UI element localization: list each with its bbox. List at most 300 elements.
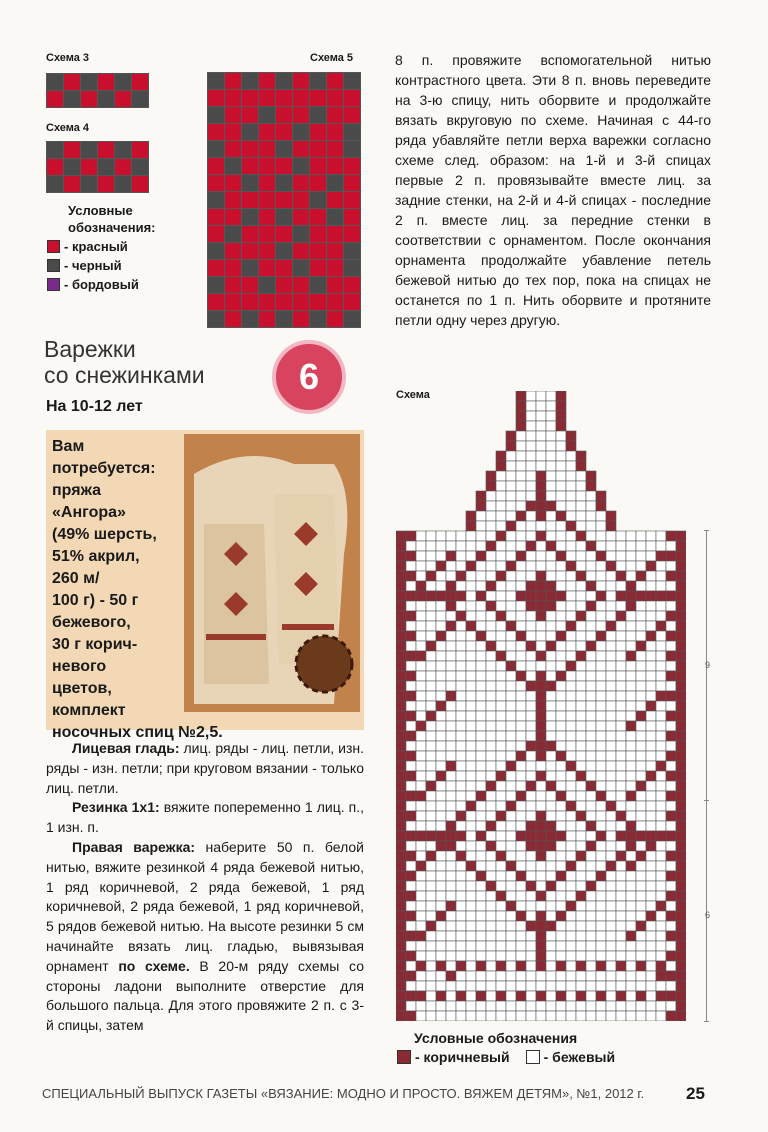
mitten-cell xyxy=(626,941,636,951)
mitten-cell xyxy=(606,521,616,531)
mitten-cell xyxy=(426,981,436,991)
mitten-cell xyxy=(536,771,546,781)
mitten-cell xyxy=(676,801,686,811)
mitten-cell xyxy=(556,541,566,551)
mitten-cell xyxy=(586,691,596,701)
mitten-cell xyxy=(646,681,656,691)
mitten-cell xyxy=(556,801,566,811)
mitten-cell xyxy=(446,811,456,821)
mitten-cell xyxy=(586,831,596,841)
mitten-cell xyxy=(626,881,636,891)
mitten-cell xyxy=(456,791,466,801)
grid-cell xyxy=(242,311,259,328)
mitten-cell xyxy=(536,441,546,451)
mitten-cell xyxy=(646,951,656,961)
mitten-cell xyxy=(666,561,676,571)
mitten-cell xyxy=(436,961,446,971)
mitten-cell xyxy=(656,561,666,571)
mitten-cell xyxy=(516,941,526,951)
mitten-cell xyxy=(516,621,526,631)
beige-swatch-icon xyxy=(526,1050,540,1064)
mitten-cell xyxy=(456,921,466,931)
mitten-cell xyxy=(596,521,606,531)
mitten-cell xyxy=(516,921,526,931)
scheme5-grid xyxy=(207,72,361,328)
grid-cell xyxy=(327,192,344,209)
mitten-cell xyxy=(566,641,576,651)
mitten-cell xyxy=(426,861,436,871)
mitten-cell xyxy=(446,821,456,831)
mitten-cell xyxy=(616,891,626,901)
mitten-cell xyxy=(626,781,636,791)
mitten-cell xyxy=(416,961,426,971)
mitten-cell xyxy=(526,621,536,631)
mitten-cell xyxy=(596,861,606,871)
mitten-cell xyxy=(406,641,416,651)
small-legend-items xyxy=(47,237,139,294)
mitten-cell xyxy=(416,891,426,901)
mitten-cell xyxy=(526,501,536,511)
mitten-cell xyxy=(516,761,526,771)
grid-cell xyxy=(276,90,293,107)
mitten-cell xyxy=(496,551,506,561)
mitten-cell xyxy=(536,961,546,971)
mitten-cell xyxy=(616,561,626,571)
mitten-cell xyxy=(416,881,426,891)
mitten-cell xyxy=(596,591,606,601)
mitten-cell xyxy=(566,601,576,611)
mitten-cell xyxy=(516,471,526,481)
mitten-cell xyxy=(636,991,646,1001)
mitten-cell xyxy=(666,831,676,841)
mitten-cell xyxy=(466,741,476,751)
mitten-cell xyxy=(536,761,546,771)
mitten-cell xyxy=(406,691,416,701)
mitten-cell xyxy=(666,601,676,611)
mitten-cell xyxy=(496,661,506,671)
mitten-cell xyxy=(556,1001,566,1011)
mitten-cell xyxy=(396,611,406,621)
mitten-cell xyxy=(586,921,596,931)
mitten-cell xyxy=(606,811,616,821)
mitten-cell xyxy=(636,711,646,721)
mitten-cell xyxy=(656,581,666,591)
mitten-cell xyxy=(566,561,576,571)
mitten-cell xyxy=(396,991,406,1001)
mitten-cell xyxy=(506,811,516,821)
grid-cell xyxy=(132,142,149,159)
mitten-cell xyxy=(516,681,526,691)
mitten-cell xyxy=(456,761,466,771)
mitten-cell xyxy=(516,881,526,891)
mitten-cell xyxy=(666,771,676,781)
mitten-cell xyxy=(466,831,476,841)
mitten-cell xyxy=(506,621,516,631)
grid-cell xyxy=(64,91,81,108)
mitten-cell xyxy=(396,781,406,791)
mitten-cell xyxy=(516,601,526,611)
mitten-cell xyxy=(626,771,636,781)
mitten-cell xyxy=(576,821,586,831)
mitten-cell xyxy=(446,881,456,891)
mitten-cell xyxy=(476,641,486,651)
mitten-cell xyxy=(476,851,486,861)
mitten-cell xyxy=(616,611,626,621)
mitten-cell xyxy=(496,811,506,821)
mitten-cell xyxy=(606,891,616,901)
mitten-cell xyxy=(606,591,616,601)
mitten-cell xyxy=(566,881,576,891)
grid-cell xyxy=(259,260,276,277)
mitten-cell xyxy=(646,871,656,881)
mitten-cell xyxy=(426,841,436,851)
mitten-cell xyxy=(626,791,636,801)
mitten-cell xyxy=(476,881,486,891)
mitten-cell xyxy=(476,861,486,871)
mitten-cell xyxy=(436,611,446,621)
mitten-cell xyxy=(466,721,476,731)
materials-line: Вам xyxy=(52,438,85,455)
mitten-cell xyxy=(546,391,556,401)
mitten-cell xyxy=(456,1001,466,1011)
mitten-cell xyxy=(476,941,486,951)
grid-cell xyxy=(344,107,361,124)
mitten-cell xyxy=(556,451,566,461)
mitten-cell xyxy=(536,591,546,601)
mitten-cell xyxy=(616,581,626,591)
dimension-upper: 9 xyxy=(705,660,711,670)
mitten-cell xyxy=(666,651,676,661)
grid-cell xyxy=(225,107,242,124)
mitten-cell xyxy=(406,551,416,561)
mitten-cell xyxy=(636,851,646,861)
mitten-cell xyxy=(496,621,506,631)
mitten-cell xyxy=(486,721,496,731)
mitten-cell xyxy=(666,821,676,831)
mitten-cell xyxy=(576,791,586,801)
mitten-cell xyxy=(536,911,546,921)
mitten-cell xyxy=(486,521,496,531)
mitten-cell xyxy=(416,591,426,601)
mitten-cell xyxy=(556,981,566,991)
mitten-cell xyxy=(556,741,566,751)
mitten-cell xyxy=(616,911,626,921)
mitten-cell xyxy=(576,641,586,651)
mitten-cell xyxy=(626,561,636,571)
mitten-cell xyxy=(516,801,526,811)
materials-line: комплект xyxy=(52,702,126,719)
mitten-cell xyxy=(426,761,436,771)
mitten-cell xyxy=(426,731,436,741)
mitten-cell xyxy=(426,701,436,711)
mitten-cell xyxy=(626,711,636,721)
mitten-cell xyxy=(676,731,686,741)
grid-cell xyxy=(259,90,276,107)
mitten-cell xyxy=(426,781,436,791)
mitten-cell xyxy=(536,871,546,881)
mitten-chart xyxy=(396,391,686,1021)
mitten-cell xyxy=(666,971,676,981)
mitten-cell xyxy=(616,571,626,581)
mitten-cell xyxy=(426,671,436,681)
mitten-cell xyxy=(606,561,616,571)
mitten-cell xyxy=(526,631,536,641)
mitten-cell xyxy=(496,941,506,951)
mitten-cell xyxy=(626,731,636,741)
mitten-cell xyxy=(546,571,556,581)
mitten-cell xyxy=(446,841,456,851)
mitten-cell xyxy=(396,681,406,691)
mitten-cell xyxy=(556,671,566,681)
mitten-cell xyxy=(506,661,516,671)
mitten-cell xyxy=(486,611,496,621)
mitten-cell xyxy=(616,971,626,981)
grid-cell xyxy=(98,74,115,91)
mitten-cell xyxy=(506,991,516,1001)
mitten-cell xyxy=(666,691,676,701)
mitten-cell xyxy=(446,991,456,1001)
mitten-cell xyxy=(566,481,576,491)
mitten-cell xyxy=(526,781,536,791)
mitten-cell xyxy=(476,951,486,961)
mitten-cell xyxy=(606,621,616,631)
mitten-cell xyxy=(626,951,636,961)
mitten-cell xyxy=(626,641,636,651)
mitten-cell xyxy=(456,621,466,631)
mitten-cell xyxy=(656,851,666,861)
mitten-cell xyxy=(596,741,606,751)
mitten-cell xyxy=(436,641,446,651)
mitten-cell xyxy=(506,601,516,611)
mitten-cell xyxy=(506,501,516,511)
mitten-cell xyxy=(586,781,596,791)
mittens-photo xyxy=(184,434,360,712)
mitten-cell xyxy=(576,551,586,561)
mitten-cell xyxy=(476,901,486,911)
grid-cell xyxy=(242,277,259,294)
mitten-cell xyxy=(506,921,516,931)
mitten-cell xyxy=(626,971,636,981)
mitten-cell xyxy=(606,661,616,671)
mitten-cell xyxy=(516,411,526,421)
materials-line: «Ангора» xyxy=(52,504,126,521)
mitten-cell xyxy=(606,611,616,621)
brown-swatch-icon xyxy=(397,1050,411,1064)
grid-cell xyxy=(208,158,225,175)
mitten-cell xyxy=(546,601,556,611)
grid-cell xyxy=(242,90,259,107)
mitten-cell xyxy=(426,851,436,861)
mitten-cell xyxy=(586,851,596,861)
mitten-cell xyxy=(606,731,616,741)
mitten-cell xyxy=(526,751,536,761)
mitten-cell xyxy=(536,861,546,871)
mitten-cell xyxy=(646,551,656,561)
mitten-cell xyxy=(516,821,526,831)
mitten-cell xyxy=(416,751,426,761)
mitten-cell xyxy=(526,831,536,841)
mitten-cell xyxy=(416,711,426,721)
mitten-cell xyxy=(476,551,486,561)
mitten-cell xyxy=(666,1001,676,1011)
scheme5-label: Схема 5 xyxy=(310,52,354,64)
grid-cell xyxy=(242,158,259,175)
mitten-cell xyxy=(446,921,456,931)
mitten-cell xyxy=(526,821,536,831)
mitten-cell xyxy=(616,731,626,741)
mitten-cell xyxy=(466,631,476,641)
mitten-cell xyxy=(606,541,616,551)
mitten-cell xyxy=(536,391,546,401)
mitten-cell xyxy=(436,621,446,631)
grid-cell xyxy=(276,141,293,158)
mitten-cell xyxy=(486,861,496,871)
mitten-cell xyxy=(636,661,646,671)
mitten-cell xyxy=(416,801,426,811)
mitten-cell xyxy=(566,661,576,671)
mitten-cell xyxy=(526,661,536,671)
mitten-cell xyxy=(556,731,566,741)
mitten-cell xyxy=(476,661,486,671)
mitten-cell xyxy=(646,791,656,801)
grid-cell xyxy=(327,294,344,311)
mitten-cell xyxy=(406,921,416,931)
mitten-cell xyxy=(546,531,556,541)
mitten-cell xyxy=(506,671,516,681)
mitten-cell xyxy=(496,791,506,801)
mitten-cell xyxy=(676,561,686,571)
mitten-cell xyxy=(536,781,546,791)
mitten-cell xyxy=(456,781,466,791)
mitten-cell xyxy=(576,921,586,931)
mitten-cell xyxy=(536,981,546,991)
mitten-cell xyxy=(596,671,606,681)
mitten-cell xyxy=(536,601,546,611)
grid-cell xyxy=(115,74,132,91)
mitten-cell xyxy=(506,881,516,891)
mitten-cell xyxy=(526,551,536,561)
mitten-cell xyxy=(466,781,476,791)
mitten-cell xyxy=(506,841,516,851)
mitten-cell xyxy=(556,721,566,731)
mitten-cell xyxy=(616,671,626,681)
mitten-cell xyxy=(536,481,546,491)
mitten-cell xyxy=(656,821,666,831)
mitten-cell xyxy=(546,801,556,811)
mitten-cell xyxy=(546,461,556,471)
mitten-cell xyxy=(446,621,456,631)
mitten-cell xyxy=(446,691,456,701)
mitten-cell xyxy=(426,921,436,931)
mitten-cell xyxy=(586,581,596,591)
mitten-cell xyxy=(506,731,516,741)
grid-cell xyxy=(115,91,132,108)
mitten-cell xyxy=(676,741,686,751)
mitten-cell xyxy=(526,761,536,771)
mitten-cell xyxy=(436,891,446,901)
mitten-cell xyxy=(566,691,576,701)
mitten-cell xyxy=(676,691,686,701)
mitten-cell xyxy=(526,401,536,411)
mitten-cell xyxy=(456,881,466,891)
mitten-cell xyxy=(426,601,436,611)
mitten-cell xyxy=(646,771,656,781)
mitten-cell xyxy=(436,681,446,691)
mitten-cell xyxy=(456,631,466,641)
mitten-cell xyxy=(506,681,516,691)
mitten-cell xyxy=(476,671,486,681)
grid-cell xyxy=(276,192,293,209)
mitten-cell xyxy=(526,641,536,651)
mitten-cell xyxy=(486,701,496,711)
mitten-cell xyxy=(426,911,436,921)
grid-cell xyxy=(225,158,242,175)
mitten-cell xyxy=(416,631,426,641)
mitten-cell xyxy=(446,721,456,731)
mitten-cell xyxy=(656,671,666,681)
mitten-cell xyxy=(476,621,486,631)
legend-item-black: - черный xyxy=(47,256,139,275)
mitten-cell xyxy=(456,841,466,851)
mitten-cell xyxy=(596,491,606,501)
mitten-cell xyxy=(596,971,606,981)
mitten-cell xyxy=(396,1011,406,1021)
mitten-cell xyxy=(586,491,596,501)
mitten-cell xyxy=(446,531,456,541)
mitten-cell xyxy=(436,971,446,981)
grid-cell xyxy=(344,209,361,226)
mitten-cell xyxy=(566,551,576,561)
mitten-cell xyxy=(426,931,436,941)
grid-cell xyxy=(344,73,361,90)
mitten-cell xyxy=(406,791,416,801)
mitten-cell xyxy=(566,431,576,441)
mitten-cell xyxy=(606,921,616,931)
mitten-cell xyxy=(446,981,456,991)
mitten-cell xyxy=(586,481,596,491)
mitten-cell xyxy=(636,761,646,771)
mitten-cell xyxy=(476,711,486,721)
mitten-cell xyxy=(576,811,586,821)
mitten-cell xyxy=(396,551,406,561)
mitten-cell xyxy=(526,581,536,591)
mitten-cell xyxy=(566,991,576,1001)
mitten-cell xyxy=(676,751,686,761)
mitten-cell xyxy=(446,791,456,801)
mitten-cell xyxy=(496,971,506,981)
mitten-cell xyxy=(606,881,616,891)
mitten-cell xyxy=(606,631,616,641)
mitten-cell xyxy=(496,591,506,601)
mitten-cell xyxy=(396,811,406,821)
mitten-cell xyxy=(396,871,406,881)
mitten-cell xyxy=(446,731,456,741)
mitten-cell xyxy=(476,541,486,551)
mitten-cell xyxy=(656,641,666,651)
mitten-cell xyxy=(666,791,676,801)
mitten-cell xyxy=(476,561,486,571)
mitten-cell xyxy=(556,851,566,861)
mitten-cell xyxy=(636,611,646,621)
mitten-cell xyxy=(526,911,536,921)
mitten-cell xyxy=(396,531,406,541)
mitten-cell xyxy=(496,991,506,1001)
mitten-cell xyxy=(496,751,506,761)
mitten-cell xyxy=(486,501,496,511)
mitten-cell xyxy=(536,731,546,741)
mitten-cell xyxy=(646,851,656,861)
mitten-cell xyxy=(526,711,536,721)
